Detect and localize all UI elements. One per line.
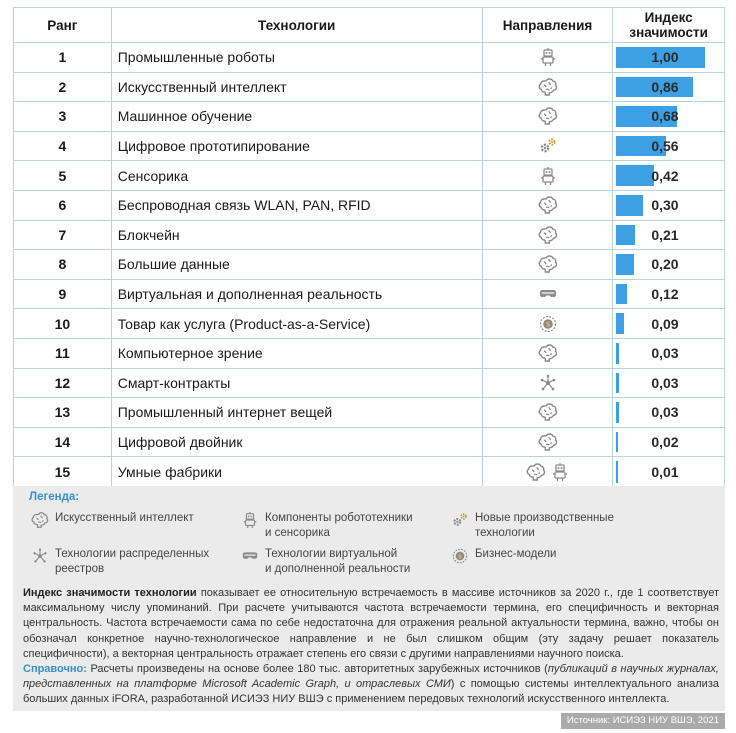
legend-item-ai: [31, 511, 194, 529]
index-value: 0,12: [651, 286, 679, 303]
brain-icon: [538, 432, 558, 452]
index-cell: [613, 102, 724, 131]
legend-label: Компоненты робототехники: [265, 512, 413, 524]
gears-icon: [451, 511, 469, 529]
index-cell: [613, 457, 724, 487]
index-cell: [613, 43, 724, 72]
index-bar: [616, 225, 635, 246]
index-cell: [613, 221, 724, 250]
reference-note: [23, 662, 719, 708]
brain-icon: [538, 77, 558, 97]
index-value: 0,68: [651, 108, 679, 125]
index-cell: [613, 132, 724, 161]
directions-cell: [483, 428, 614, 457]
table-row: [14, 250, 724, 280]
directions-cell: [483, 309, 614, 338]
technology-cell: Компьютерное зрение: [112, 339, 483, 368]
index-cell: [613, 250, 724, 279]
reference-text-1: Расчеты произведены на основе более 180 тыс. авторитетных зарубежных источников (: [86, 663, 548, 675]
source-caption: Источник: ИСИЭЗ НИУ ВШЭ, 2021: [561, 713, 725, 729]
table-row: [14, 161, 724, 191]
reference-italic: публикаций в научных журналах, представленных на платформе Microsoft Academic Graph, и отраслевых СМИ: [23, 663, 719, 691]
table-row: [14, 398, 724, 428]
legend-item-vr: [241, 547, 410, 577]
robot-icon: [538, 47, 558, 67]
significance-table: [13, 7, 725, 488]
rank-cell: 10: [14, 309, 112, 338]
brain-icon: [538, 225, 558, 245]
table-row: [14, 339, 724, 369]
brain-icon: [538, 195, 558, 215]
legend-label-2: и сенсорика: [265, 527, 330, 539]
directions-cell: [483, 132, 614, 161]
legend-label-2: реестров: [55, 563, 105, 575]
network-icon: [538, 373, 558, 393]
index-value: 0,56: [651, 138, 679, 155]
directions-cell: [483, 221, 614, 250]
index-cell: [613, 309, 724, 338]
directions-cell: [483, 102, 614, 131]
index-value: 0,03: [651, 404, 679, 421]
technology-cell: Смарт-контракты: [112, 369, 483, 398]
index-note: [23, 586, 719, 662]
index-bar: [616, 254, 634, 275]
rank-cell: 13: [14, 398, 112, 427]
brain-icon: [526, 462, 546, 482]
index-cell: [613, 339, 724, 368]
rank-cell: 6: [14, 191, 112, 220]
legend-label: Технологии распределенных: [55, 548, 210, 560]
rank-cell: 15: [14, 457, 112, 487]
technology-cell: Промышленный интернет вещей: [112, 398, 483, 427]
header-index-line1: Индекс: [644, 10, 693, 25]
legend-title: Легенда:: [29, 491, 80, 503]
rank-cell: 11: [14, 339, 112, 368]
table-header: [14, 8, 724, 43]
directions-cell: [483, 191, 614, 220]
rank-cell: 2: [14, 73, 112, 102]
business-model-icon: [451, 547, 469, 565]
index-cell: [613, 398, 724, 427]
index-value: 0,02: [651, 434, 679, 451]
table-row: [14, 428, 724, 458]
directions-cell: [483, 43, 614, 72]
vr-headset-icon: [241, 547, 259, 565]
directions-cell: [483, 280, 614, 309]
rank-cell: 8: [14, 250, 112, 279]
header-tech: Технологии: [112, 8, 483, 42]
table-row: [14, 457, 724, 487]
header-rank: Ранг: [14, 8, 112, 42]
technology-cell: Виртуальная и дополненная реальность: [112, 280, 483, 309]
index-bar: [616, 195, 643, 216]
rank-cell: 3: [14, 102, 112, 131]
table-row: [14, 191, 724, 221]
vr-headset-icon: [538, 284, 558, 304]
rank-cell: 14: [14, 428, 112, 457]
technology-cell: Искусственный интеллект: [112, 73, 483, 102]
brain-icon: [538, 402, 558, 422]
legend-item-ledger: [31, 547, 209, 577]
technology-cell: Блокчейн: [112, 221, 483, 250]
index-cell: [613, 191, 724, 220]
legend-item-robotics: [241, 511, 413, 541]
business-model-icon: [538, 314, 558, 334]
svg-text:$: $: [545, 320, 550, 329]
directions-cell: [483, 457, 614, 487]
rank-cell: 1: [14, 43, 112, 72]
header-directions: Направления: [483, 8, 614, 42]
network-icon: [31, 547, 49, 565]
table-row: [14, 73, 724, 103]
legend-label-2: технологии: [475, 527, 535, 539]
brain-icon: [31, 511, 49, 529]
gears-icon: [538, 136, 558, 156]
index-bar: [616, 373, 619, 394]
technology-cell: Беспроводная связь WLAN, PAN, RFID: [112, 191, 483, 220]
technology-cell: Машинное обучение: [112, 102, 483, 131]
header-index-line2: значимости: [629, 25, 708, 40]
svg-text:$: $: [457, 553, 463, 561]
robot-icon: [550, 462, 570, 482]
table-row: [14, 369, 724, 399]
index-value: 0,03: [651, 374, 679, 391]
technology-cell: Товар как услуга (Product-as-a-Service): [112, 309, 483, 338]
legend-label-2: и дополненной реальности: [265, 563, 411, 575]
index-bar: [616, 461, 618, 483]
index-note-text: показывает ее относительную встречаемость в массиве источников за 2020 г., где 1 соответствует максимальному числу упоминаний. При расчете учитываются частота встречаемости термина, его специфичность и векторная центральность. Частота встречаемости сама по себе недостаточна для отражения реальной актуальности термина, важно, чтобы он обозначал конкретное научно-технологическое направление и не был слишком общим (эту задачу решает показатель специфичности), а векторная центральность отражает степень его связи с другими направлениями научного поиска.: [23, 587, 719, 660]
legend-label: Искусственный интеллект: [55, 512, 194, 524]
reference-text-2: ) с помощью системы интеллектуального анализа больших данных iFORA, разработанной ИСИЭЗ НИУ ВШЭ с применением передовых технологий искусственного интеллекта.: [23, 678, 719, 706]
index-cell: [613, 428, 724, 457]
index-value: 0,86: [651, 78, 679, 95]
legend-label: Технологии виртуальной: [265, 548, 398, 560]
table-row: [14, 43, 724, 73]
directions-cell: [483, 369, 614, 398]
brain-icon: [538, 106, 558, 126]
brain-icon: [538, 343, 558, 363]
index-value: 0,30: [651, 197, 679, 214]
rank-cell: 12: [14, 369, 112, 398]
table-row: [14, 132, 724, 162]
index-value: 0,20: [651, 256, 679, 273]
rank-cell: 4: [14, 132, 112, 161]
rank-cell: 7: [14, 221, 112, 250]
index-cell: [613, 161, 724, 190]
rank-cell: 5: [14, 161, 112, 190]
index-bar: [616, 165, 653, 186]
directions-cell: [483, 161, 614, 190]
index-cell: [613, 280, 724, 309]
technology-cell: Умные фабрики: [112, 457, 483, 487]
index-value: 1,00: [651, 49, 679, 66]
rank-cell: 9: [14, 280, 112, 309]
robot-icon: [538, 166, 558, 186]
index-note-title: Индекс значимости технологии: [23, 587, 197, 599]
robot-icon: [241, 511, 259, 529]
index-cell: [613, 73, 724, 102]
technology-cell: Цифровое прототипирование: [112, 132, 483, 161]
technology-cell: Промышленные роботы: [112, 43, 483, 72]
header-index: [613, 8, 724, 42]
index-value: 0,21: [651, 226, 679, 243]
index-bar: [616, 432, 618, 453]
legend-item-manufacturing: [451, 511, 614, 541]
technology-cell: Цифровой двойник: [112, 428, 483, 457]
brain-icon: [538, 254, 558, 274]
index-bar: [616, 402, 619, 423]
index-cell: [613, 369, 724, 398]
index-value: 0,09: [651, 315, 679, 332]
table-row: [14, 309, 724, 339]
technology-cell: Большие данные: [112, 250, 483, 279]
reference-label: Справочно:: [23, 663, 87, 675]
directions-cell: [483, 73, 614, 102]
index-value: 0,01: [651, 464, 679, 481]
table-row: [14, 280, 724, 310]
index-value: 0,03: [651, 345, 679, 362]
legend-item-business: [451, 547, 556, 565]
legend-label: Бизнес-модели: [475, 548, 557, 560]
technology-cell: Сенсорика: [112, 161, 483, 190]
legend-label: Новые производственные: [475, 512, 614, 524]
index-bar: [616, 313, 624, 334]
directions-cell: [483, 398, 614, 427]
directions-cell: [483, 339, 614, 368]
index-bar: [616, 284, 627, 305]
index-bar: [616, 343, 619, 364]
legend-panel: [13, 486, 725, 711]
table-row: [14, 102, 724, 132]
directions-cell: [483, 250, 614, 279]
index-value: 0,42: [651, 167, 679, 184]
table-row: [14, 221, 724, 251]
